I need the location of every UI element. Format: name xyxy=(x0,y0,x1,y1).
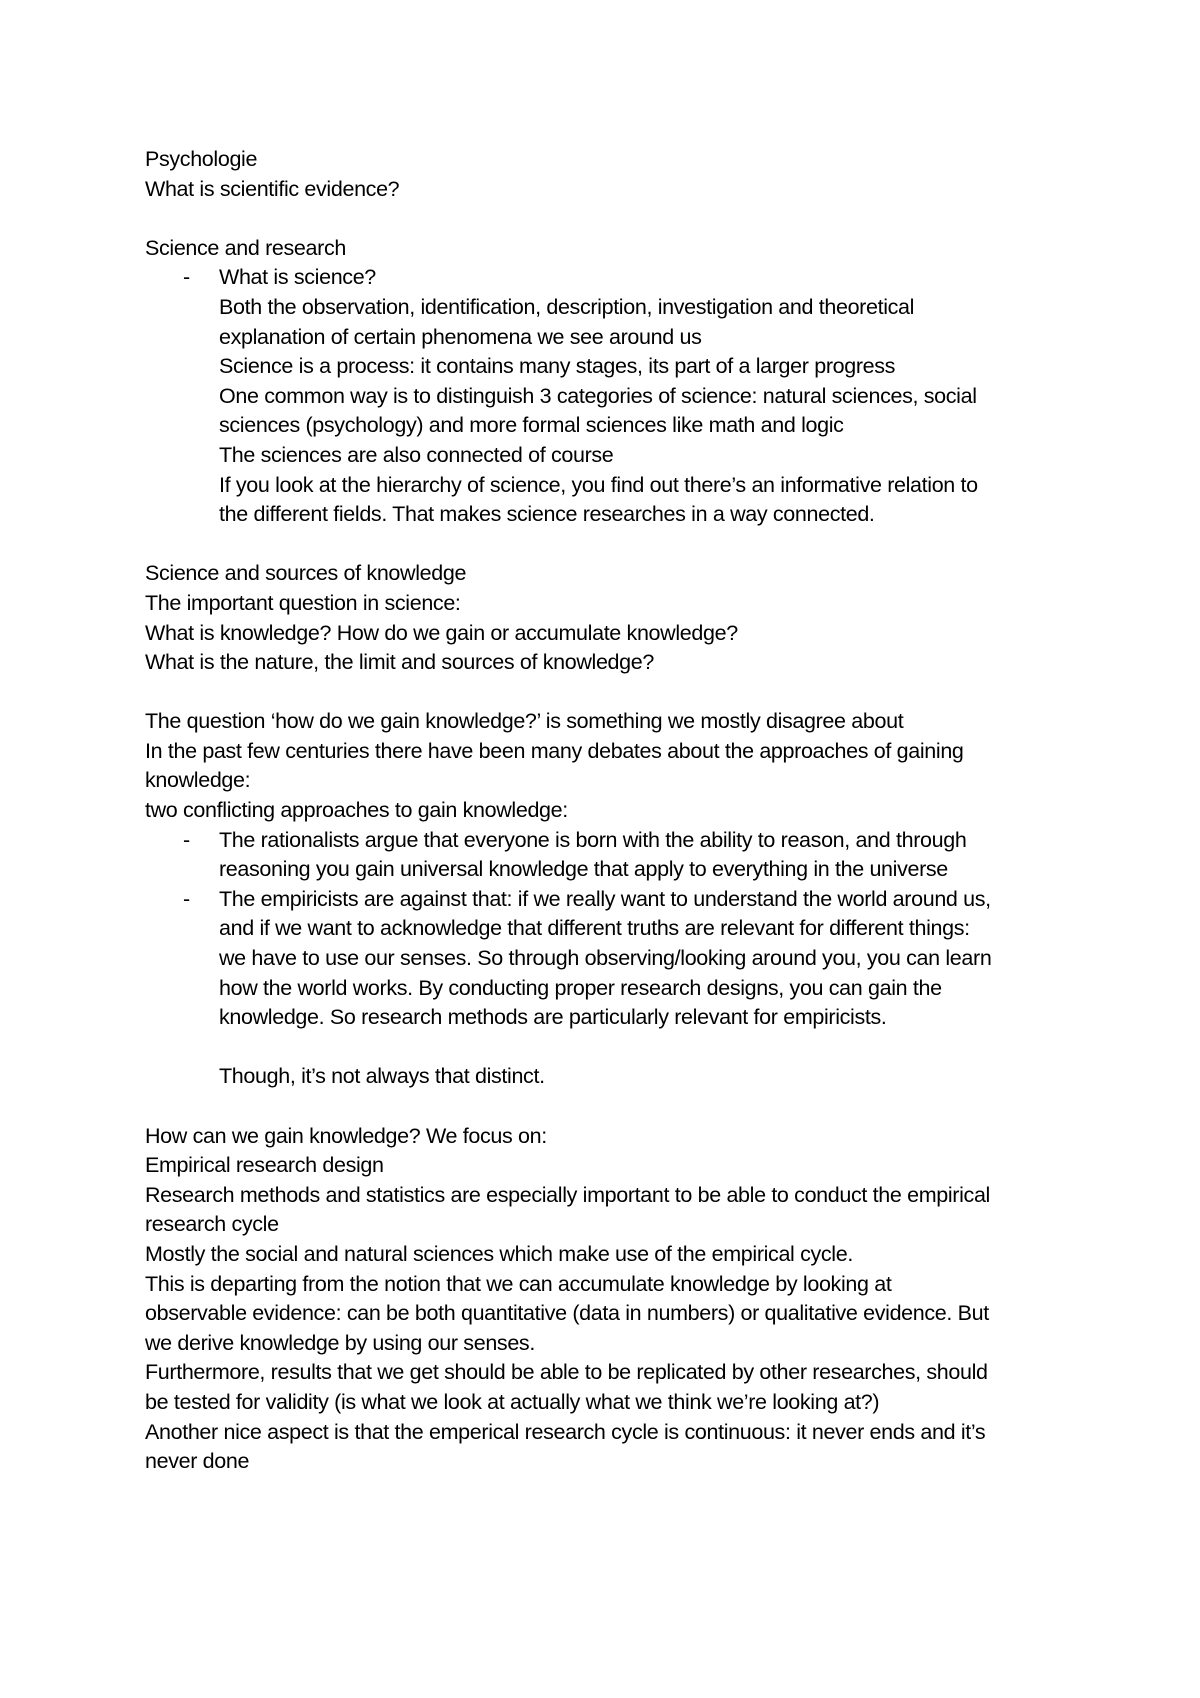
bullet-text: The empiricists are against that: if we really want to understand the world around us, xyxy=(219,886,991,911)
bullet-text: What is science? xyxy=(219,265,376,290)
paragraph-line: What is the nature, the limit and sources of knowledge? xyxy=(145,650,654,675)
paragraph-line: two conflicting approaches to gain knowledge: xyxy=(145,798,568,823)
bullet-continuation: how the world works. By conducting proper research designs, you can gain the xyxy=(219,975,942,1000)
bullet-continuation: knowledge. So research methods are particularly relevant for empiricists. xyxy=(219,1005,887,1030)
bullet-item-rationalists xyxy=(145,826,1075,856)
paragraph-line: How can we gain knowledge? We focus on: xyxy=(145,1123,547,1148)
section-heading-science-research: Science and research xyxy=(145,235,346,260)
paragraph-line: This is departing from the notion that we can accumulate knowledge by looking at xyxy=(145,1271,892,1296)
paragraph-line: What is knowledge? How do we gain or accumulate knowledge? xyxy=(145,620,738,645)
paragraph-line: If you look at the hierarchy of science, you find out there’s an informative relation to xyxy=(219,472,978,497)
paragraph-line: The sciences are also connected of course xyxy=(219,442,614,467)
blank-line xyxy=(145,678,1075,708)
bullet-continuation: and if we want to acknowledge that different truths are relevant for different things: xyxy=(219,916,970,941)
bullet-item-empiricists xyxy=(145,885,1075,915)
paragraph-line: the different fields. That makes science researches in a way connected. xyxy=(219,502,875,527)
paragraph-line: research cycle xyxy=(145,1212,279,1237)
bullet-continuation: reasoning you gain universal knowledge that apply to everything in the universe xyxy=(219,857,948,882)
paragraph-line: Another nice aspect is that the emperical research cycle is continuous: it never ends and it’s xyxy=(145,1419,986,1444)
bullet-dash: - xyxy=(183,827,190,852)
paragraph-line: Mostly the social and natural sciences which make use of the empirical cycle. xyxy=(145,1241,853,1266)
paragraph-line: be tested for validity (is what we look at actually what we think we’re looking at?) xyxy=(145,1389,880,1414)
section-heading-sources-knowledge: Science and sources of knowledge xyxy=(145,561,467,586)
paragraph-line: we derive knowledge by using our senses. xyxy=(145,1330,535,1355)
document-title: Psychologie xyxy=(145,147,258,171)
paragraph-line: never done xyxy=(145,1449,250,1474)
paragraph-line: The important question in science: xyxy=(145,590,461,615)
document-subtitle: What is scientific evidence? xyxy=(145,176,400,201)
paragraph-line: The question ‘how do we gain knowledge?’ is something we mostly disagree about xyxy=(145,709,904,734)
bullet-continuation: we have to use our senses. So through observing/looking around you, you can learn xyxy=(219,946,992,971)
document-body xyxy=(145,145,1075,1477)
paragraph-line: Furthermore, results that we get should be able to be replicated by other researches, should xyxy=(145,1360,988,1385)
paragraph-line: explanation of certain phenomena we see around us xyxy=(219,324,702,349)
blank-line xyxy=(145,1092,1075,1122)
paragraph-line: sciences (psychology) and more formal sciences like math and logic xyxy=(219,413,844,438)
paragraph-line: knowledge: xyxy=(145,768,251,793)
paragraph-line: One common way is to distinguish 3 categories of science: natural sciences, social xyxy=(219,383,977,408)
paragraph-line: observable evidence: can be both quantitative (data in numbers) or qualitative evidence. But xyxy=(145,1301,989,1326)
bullet-dash: - xyxy=(183,886,190,911)
bullet-text: The rationalists argue that everyone is born with the ability to reason, and through xyxy=(219,827,967,852)
blank-line xyxy=(145,204,1075,234)
paragraph-line: Research methods and statistics are especially important to be able to conduct the empirical xyxy=(145,1182,990,1207)
paragraph-line: In the past few centuries there have been many debates about the approaches of gaining xyxy=(145,738,964,763)
paragraph-line: Science is a process: it contains many stages, its part of a larger progress xyxy=(219,354,896,379)
paragraph-line: Empirical research design xyxy=(145,1153,384,1178)
blank-line xyxy=(145,1033,1075,1063)
paragraph-line: Both the observation, identification, description, investigation and theoretical xyxy=(219,294,915,319)
note-line: Though, it’s not always that distinct. xyxy=(219,1064,545,1089)
bullet-dash: - xyxy=(183,265,190,290)
bullet-item xyxy=(145,263,1075,293)
blank-line xyxy=(145,530,1075,560)
